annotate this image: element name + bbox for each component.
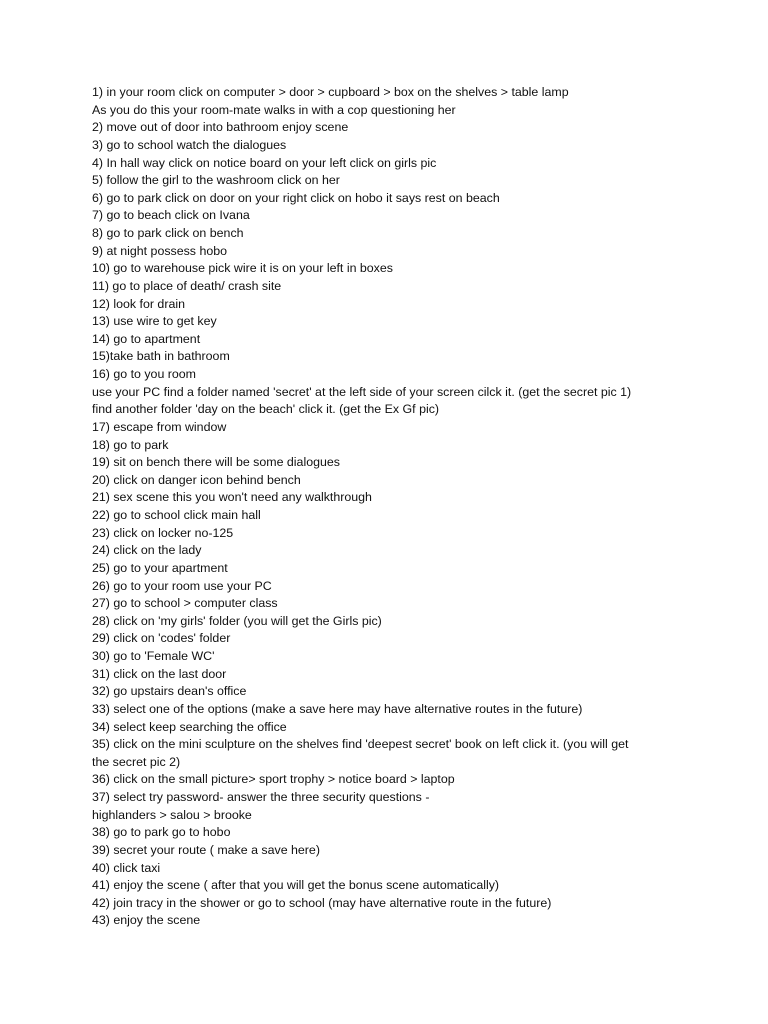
text-line: 23) click on locker no-125: [92, 525, 234, 540]
text-line: 34) select keep searching the office: [92, 719, 287, 734]
text-line: 41) enjoy the scene ( after that you will get the bonus scene automatically): [92, 878, 500, 893]
text-line: 12) look for drain: [92, 296, 185, 311]
text-line: 13) use wire to get key: [92, 314, 217, 329]
text-line: 24) click on the lady: [92, 543, 202, 558]
text-line: 9) at night possess hobo: [92, 243, 228, 258]
text-line: 33) select one of the options (make a save here may have alternative routes in the future): [92, 701, 583, 716]
text-line: 17) escape from window: [92, 419, 227, 434]
text-line: 7) go to beach click on Ivana: [92, 208, 250, 223]
text-line: 36) click on the small picture> sport trophy > notice board > laptop: [92, 772, 455, 787]
text-line: 5) follow the girl to the washroom click on her: [92, 173, 340, 188]
text-line: 21) sex scene this you won't need any walkthrough: [92, 490, 372, 505]
text-line: 39) secret your route ( make a save here): [92, 842, 320, 857]
text-line: 43) enjoy the scene: [92, 913, 201, 928]
text-line: 2) move out of door into bathroom enjoy scene: [92, 120, 349, 135]
text-line: 18) go to park: [92, 437, 169, 452]
text-line: 3) go to school watch the dialogues: [92, 137, 287, 152]
text-line: 38) go to park go to hobo: [92, 825, 231, 840]
text-line: 32) go upstairs dean's office: [92, 684, 247, 699]
text-line: 42) join tracy in the shower or go to school (may have alternative route in the future): [92, 895, 552, 910]
text-line: find another folder 'day on the beach' click it. (get the Ex Gf pic): [92, 402, 440, 417]
text-line: 6) go to park click on door on your right click on hobo it says rest on beach: [92, 190, 500, 205]
walkthrough-text: [92, 84, 712, 930]
text-line: the secret pic 2): [92, 754, 181, 769]
text-line: 29) click on 'codes' folder: [92, 631, 231, 646]
text-line: 16) go to you room: [92, 367, 197, 381]
text-line: use your PC find a folder named 'secret' at the left side of your screen cilck it. (get the secret pic 1): [92, 384, 632, 399]
text-line: 26) go to your room use your PC: [92, 578, 272, 593]
text-line: 37) select try password- answer the three security questions -: [92, 790, 430, 804]
text-line: 40) click taxi: [92, 860, 161, 875]
text-line: 11) go to place of death/ crash site: [92, 278, 282, 293]
text-line: 35) click on the mini sculpture on the shelves find 'deepest secret' book on left click it. (you will get: [92, 737, 629, 752]
text-line: 19) sit on bench there will be some dialogues: [92, 455, 340, 470]
text-line: 30) go to 'Female WC': [92, 649, 215, 663]
text-line: 14) go to apartment: [92, 331, 201, 346]
text-line: 1) in your room click on computer > door > cupboard > box on the shelves > table lamp: [92, 85, 569, 99]
text-line: As you do this your room-mate walks in with a cop questioning her: [92, 102, 456, 117]
text-line: 25) go to your apartment: [92, 560, 228, 575]
text-line: 4) In hall way click on notice board on your left click on girls pic: [92, 155, 437, 170]
text-line: highlanders > salou > brooke: [92, 807, 252, 822]
text-line: 8) go to park click on bench: [92, 226, 244, 240]
text-line: 15)take bath in bathroom: [92, 349, 230, 364]
text-line: 28) click on 'my girls' folder (you will get the Girls pic): [92, 613, 382, 628]
text-line: 27) go to school > computer class: [92, 596, 278, 611]
text-line: 31) click on the last door: [92, 666, 227, 681]
text-line: 22) go to school click main hall: [92, 508, 261, 522]
text-line: 20) click on danger icon behind bench: [92, 472, 301, 487]
text-line: 10) go to warehouse pick wire it is on your left in boxes: [92, 261, 393, 276]
